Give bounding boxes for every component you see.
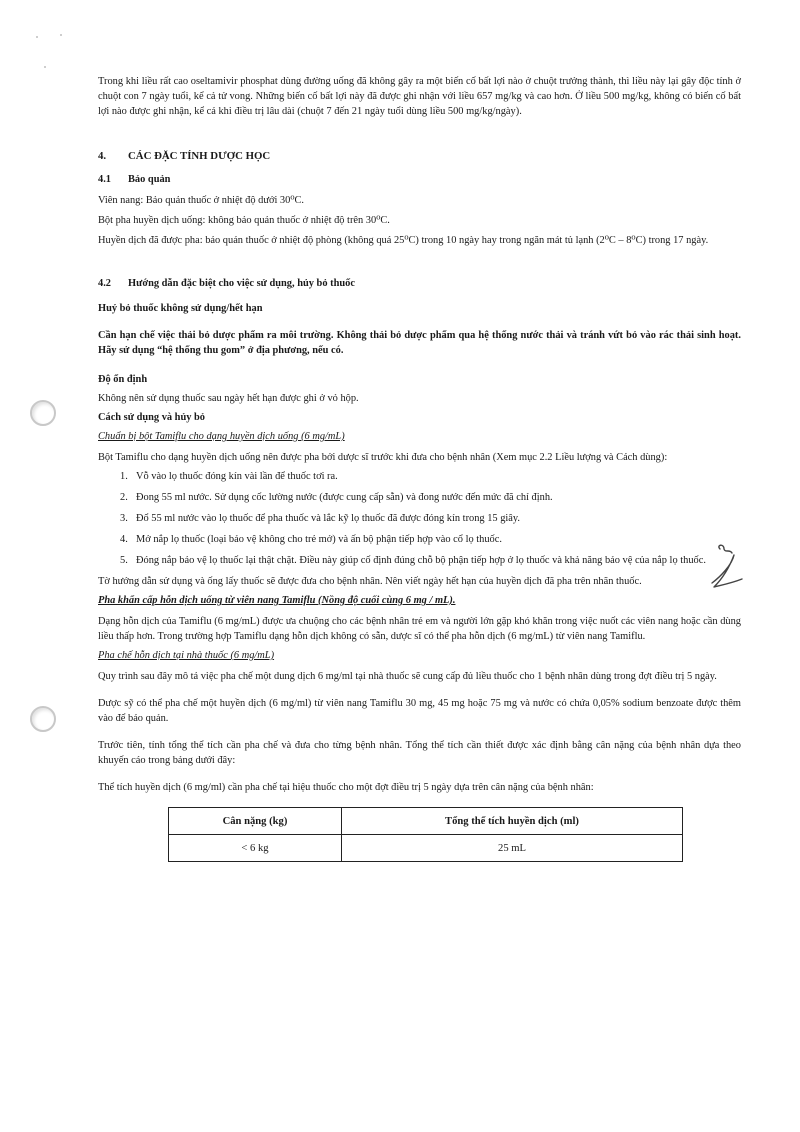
scan-speck [60, 34, 62, 36]
table-row [169, 835, 683, 862]
storage-capsule: Viên nang: Bảo quản thuốc ở nhiệt độ dưới 30⁰C. [98, 195, 305, 206]
table-header: Tổng thể tích huyền dịch (ml) [342, 808, 683, 835]
section-4-1-heading [98, 172, 741, 187]
section-title: CÁC ĐẶC TÍNH DƯỢC HỌC [128, 150, 271, 162]
stability-paragraph: Không nên sử dụng thuốc sau ngày hết hạn được ghi ở vỏ hộp. [98, 393, 359, 404]
section-4-2-heading [98, 276, 741, 291]
usage-heading: Cách sử dụng và hủy bỏ [98, 412, 206, 423]
preparation-steps [98, 469, 741, 568]
disposal-paragraph: Cần hạn chế việc thải bỏ dược phẩm ra môi trường. Không thải bỏ dược phẩm qua hệ thống nước thải và tránh vứt bỏ vào rác thải sinh hoạt. Hãy sử dụng “hệ thống thu gom” ở địa phương, nếu có. [98, 330, 741, 356]
after-steps-paragraph: Tờ hướng dẫn sử dụng và ống lấy thuốc sẽ được đưa cho bệnh nhân. Nên viết ngày hết hạn của huyền dịch đã pha trên nhãn thuốc. [98, 576, 642, 587]
scan-speck [44, 66, 46, 68]
list-item: 4. Mở nắp lọ thuốc (loại bảo vệ không cho trẻ mở) và ấn bộ phận tiếp hợp vào cổ lọ thuốc. [120, 534, 502, 545]
preparation-heading: Chuẩn bị bột Tamiflu cho dạng huyền dịch uống (6 mg/mL) [98, 431, 345, 442]
list-item: 5. Đóng nắp bảo vệ lọ thuốc lại thật chặt. Điều này giúp cố định đúng chỗ bộ phận tiếp hợp ở lọ thuốc và khả năng bảo vệ của nắp lọ thuốc. [120, 555, 706, 566]
section-number: 4.2 [98, 278, 111, 289]
intro-paragraph: Trong khi liều rất cao oseltamivir phosphat dùng đường uống đã không gây ra một biến cố bất lợi nào ở chuột trưởng thành, thì liều này lại gây độc tính ở chuột con 7 ngày tuổi, kể cả tử vong. Những biến cố bất lợi này đã được ghi nhận với liều 657 mg/kg và cao hơn. Ở liều 500 mg/kg, không có biến cố bất lợi nào được ghi nhận, kể cả khi điều trị lâu dài (chuột 7 đến 21 ngày tuổi dùng liều 500 mg/kg/ngày). [98, 76, 741, 117]
table-header: Cân nặng (kg) [169, 808, 342, 835]
pharmacy-heading: Pha chế hỗn dịch tại nhà thuốc (6 mg/mL) [98, 650, 275, 661]
table-header-row [169, 808, 683, 835]
storage-powder: Bột pha huyền dịch uống: không bảo quản thuốc ở nhiệt độ trên 30⁰C. [98, 215, 390, 226]
disposal-heading: Huỷ bỏ thuốc không sử dụng/hết hạn [98, 303, 263, 314]
table-cell: 25 mL [342, 835, 683, 862]
table-caption: Thể tích huyền dịch (6 mg/ml) cần pha chế tại hiệu thuốc cho một đợt điều trị 5 ngày dựa trên cân nặng của bệnh nhân: [98, 782, 594, 793]
emergency-paragraph: Dạng hỗn dịch của Tamiflu (6 mg/mL) được ưa chuộng cho các bệnh nhân trẻ em và người lớn gặp khó khăn trong việc nuốt các viên nang hoặc cần dùng liều thấp hơn. Trong trường hợp Tamiflu dạng hỗn dịch không có sẵn, dược sĩ có thể pha hỗn dịch (6 mg/mL) từ viên nang Tamiflu. [98, 616, 741, 642]
pharmacy-paragraph-1: Quy trình sau đây mô tả việc pha chế một dung dịch 6 mg/ml tại nhà thuốc sẽ cung cấp đủ liều thuốc cho 1 bệnh nhân dùng trong đợt điều trị 5 ngày. [98, 671, 717, 682]
stability-heading: Độ ổn định [98, 374, 148, 385]
preparation-paragraph: Bột Tamiflu cho dạng huyền dịch uống nên được pha bởi dược sĩ trước khi đưa cho bệnh nhân (Xem mục 2.2 Liều lượng và Cách dùng): [98, 452, 668, 463]
pharmacy-paragraph-3: Trước tiên, tính tổng thể tích cần pha chế và đưa cho từng bệnh nhân. Tổng thể tích cần thiết được xác định bằng cân nặng của bệnh nhân dựa theo khuyến cáo trong bảng dưới đây: [98, 740, 741, 766]
document-page [98, 74, 741, 862]
list-item: 3. Đổ 55 ml nước vào lọ thuốc để pha thuốc và lắc kỹ lọ thuốc đã được đóng kín trong 15 giây. [120, 513, 521, 524]
section-title: Bảo quản [128, 174, 171, 185]
pharmacy-paragraph-2: Dược sỹ có thể pha chế một huyền dịch (6 mg/ml) từ viên nang Tamiflu 30 mg, 45 mg hoặc 75 mg và nước có chứa 0,05% sodium benzoate được thêm vào để bảo quản. [98, 698, 741, 724]
table-cell: < 6 kg [169, 835, 342, 862]
list-item: 2. Đong 55 ml nước. Sử dụng cốc lường nước (được cung cấp sẵn) và đong nước đến mức đã chỉ định. [120, 492, 553, 503]
emergency-heading: Pha khẩn cấp hỗn dịch uống từ viên nang Tamiflu (Nồng độ cuối cùng 6 mg / mL). [98, 595, 456, 606]
scan-speck [36, 36, 38, 38]
punch-hole-icon [30, 400, 56, 426]
dosage-volume-table [168, 807, 683, 862]
section-4-heading [98, 149, 741, 164]
section-number: 4. [98, 150, 107, 162]
section-number: 4.1 [98, 174, 111, 185]
list-item: 1. Vỗ vào lọ thuốc đóng kín vài lần để thuốc tơi ra. [120, 471, 338, 482]
storage-suspension: Huyền dịch đã được pha: bảo quản thuốc ở nhiệt độ phòng (không quá 25⁰C) trong 10 ngày hay trong ngăn mát tủ lạnh (2⁰C – 8⁰C) trong 17 ngày. [98, 235, 709, 246]
section-title: Hướng dẫn đặc biệt cho việc sử dụng, hủy bỏ thuốc [128, 278, 355, 289]
punch-hole-icon [30, 706, 56, 732]
